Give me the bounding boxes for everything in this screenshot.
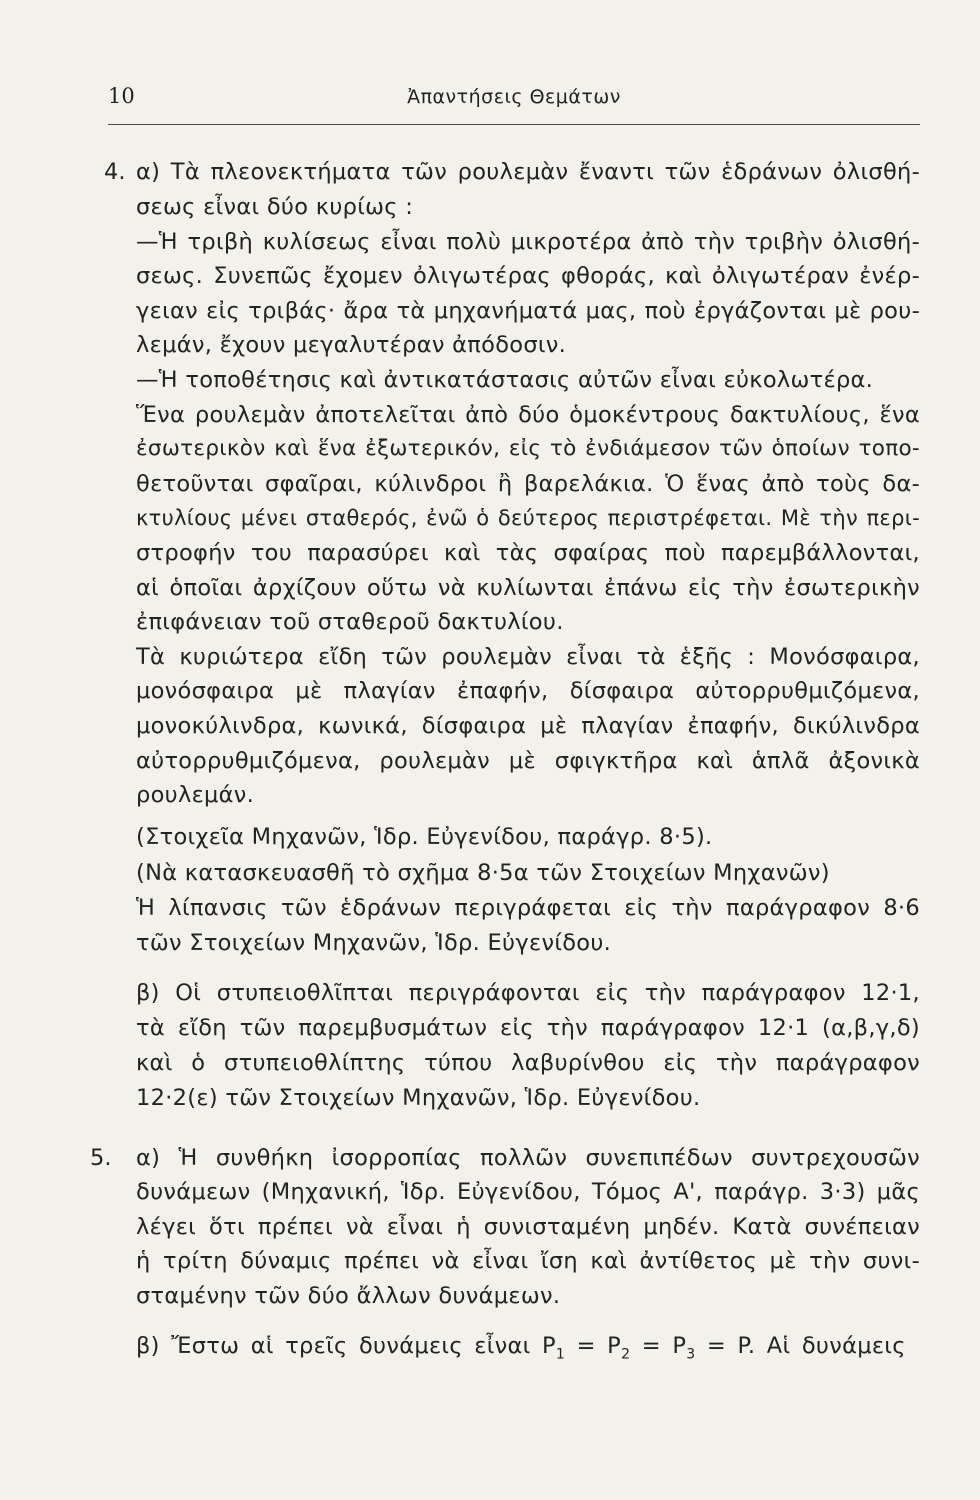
subscript: 1: [555, 1346, 566, 1363]
text-line: τῶν Στοιχείων Μηχανῶν, Ἱδρ. Εὐγενίδου.: [136, 930, 612, 956]
text-fragment: = P. Αἱ δυνάμεις: [695, 1333, 906, 1359]
text-line: σεως εἶναι δύο κυρίως :: [136, 194, 414, 220]
text-line: —Ἡ τοποθέτησις καὶ ἀντικατάστασις αὐτῶν εἶναι εὐκολωτέρα.: [136, 367, 874, 393]
text-line: α) Τὰ πλεονεκτήματα τῶν ρουλεμὰν ἔναντι τῶν ἑδράνων ὀλισθή-: [136, 159, 920, 185]
text-line: ἐσωτερικὸν καὶ ἕνα ἐξωτερικόν, εἰς τὸ ἐνδιάμεσον τῶν ὁποίων τοπο-: [136, 436, 920, 461]
text-line: δυνάμεων (Μηχανική, Ἱδρ. Εὐγενίδου, Τόμος Α', παράγρ. 3·3) μᾶς: [136, 1179, 920, 1205]
text-line: Τὰ κυριώτερα εἴδη τῶν ρουλεμὰν εἶναι τὰ ἑξῆς : Μονόσφαιρα,: [136, 644, 920, 670]
text-fragment: β) Ἔστω αἱ τρεῖς δυνάμεις εἶναι P: [136, 1333, 556, 1359]
subscript: 3: [686, 1346, 696, 1363]
question-number: 4.: [104, 159, 126, 185]
text-line: καὶ ὁ στυπειοθλίπτης τύπου λαβυρίνθου εἰς τὴν παράγραφον: [136, 1050, 920, 1076]
text-line: λεμάν, ἔχουν μεγαλυτέραν ἀπόδοσιν.: [136, 332, 567, 358]
header-title: Ἀπαντήσεις Θεμάτων: [407, 86, 621, 108]
running-head: [108, 84, 920, 114]
text-line: α) Ἡ συνθήκη ἰσορροπίας πολλῶν συνεπιπέδων συντρεχουσῶν: [136, 1145, 920, 1171]
text-line: λέγει ὅτι πρέπει νὰ εἶναι ἡ συνισταμένη μηδέν. Κατὰ συνέπειαν: [136, 1214, 920, 1240]
text-line: ἐπιφάνειαν τοῦ σταθεροῦ δακτυλίου.: [136, 609, 564, 635]
text-line: σεως. Συνεπῶς ἔχομεν ὀλιγωτέρας φθοράς, καὶ ὀλιγωτέραν ἐνέρ-: [136, 263, 920, 289]
text-line: 12·2(ε) τῶν Στοιχείων Μηχανῶν, Ἱδρ. Εὐγενίδου.: [136, 1085, 701, 1111]
text-line: αἱ ὁποῖαι ἀρχίζουν οὕτω νὰ κυλίωνται ἐπάνω εἰς τὴν ἐσωτερικὴν: [136, 575, 920, 601]
text-line: τὰ εἴδη τῶν παρεμβυσμάτων εἰς τὴν παράγραφον 12·1 (α,β,γ,δ): [136, 1015, 920, 1041]
text-line: στροφήν του παρασύρει καὶ τὰς σφαίρας ποὺ παρεμβάλλονται,: [136, 540, 920, 566]
text-line: (Νὰ κατασκευασθῆ τὸ σχῆμα 8·5α τῶν Στοιχείων Μηχανῶν): [136, 860, 830, 886]
text-line: μονόσφαιρα μὲ πλαγίαν ἐπαφήν, δίσφαιρα αὐτορρυθμιζόμενα,: [136, 678, 920, 704]
text-line: κτυλίους μένει σταθερός, ἐνῶ ὁ δεύτερος περιστρέφεται. Μὲ τὴν περι-: [136, 506, 920, 530]
text-line: Ἡ λίπανσις τῶν ἑδράνων περιγράφεται εἰς τὴν παράγραφον 8·6: [136, 895, 920, 921]
text-line: ρουλεμάν.: [136, 782, 255, 808]
subscript: 2: [621, 1346, 631, 1363]
text-line: αὐτορρυθμιζόμενα, ρουλεμὰν μὲ σφιγκτῆρα καὶ ἁπλᾶ ἀξονικὰ: [136, 748, 920, 774]
text-line: (Στοιχεῖα Μηχανῶν, Ἱδρ. Εὐγενίδου, παράγρ. 8·5).: [136, 824, 713, 850]
header-rule: [108, 124, 920, 125]
text-line: θετοῦνται σφαῖραι, κύλινδροι ἢ βαρελάκια. Ὁ ἕνας ἀπὸ τοὺς δα-: [136, 471, 920, 497]
text-line: β) Οἱ στυπειοθλῖπται περιγράφονται εἰς τὴν παράγραφον 12·1,: [136, 980, 920, 1006]
page-number: 10: [108, 84, 135, 108]
text-line: γειαν εἰς τριβάς· ἄρα τὰ μηχανήματά μας, ποὺ ἐργάζονται μὲ ρου-: [136, 298, 920, 324]
text-line: σταμένην τῶν δύο ἄλλων δυνάμεων.: [136, 1283, 561, 1309]
text-line: —Ἡ τριβὴ κυλίσεως εἶναι πολὺ μικροτέρα ἀπὸ τὴν τριβὴν ὀλισθή-: [136, 229, 920, 255]
text-line: ἡ τρίτη δύναμις πρέπει νὰ εἶναι ἴση καὶ ἀντίθετος μὲ τὴν συνι-: [136, 1248, 920, 1274]
text-line: μονοκύλινδρα, κωνικά, δίσφαιρα μὲ πλαγίαν ἐπαφήν, δικύλινδρα: [136, 713, 920, 739]
text-line: Ἕνα ρουλεμὰν ἀποτελεῖται ἀπὸ δύο ὁμοκέντρους δακτυλίους, ἕνα: [136, 402, 920, 428]
question-number: 5.: [90, 1145, 112, 1171]
text-fragment: = P: [630, 1333, 687, 1359]
text-fragment: = P: [565, 1333, 622, 1359]
text-line-forces: [136, 1331, 920, 1370]
